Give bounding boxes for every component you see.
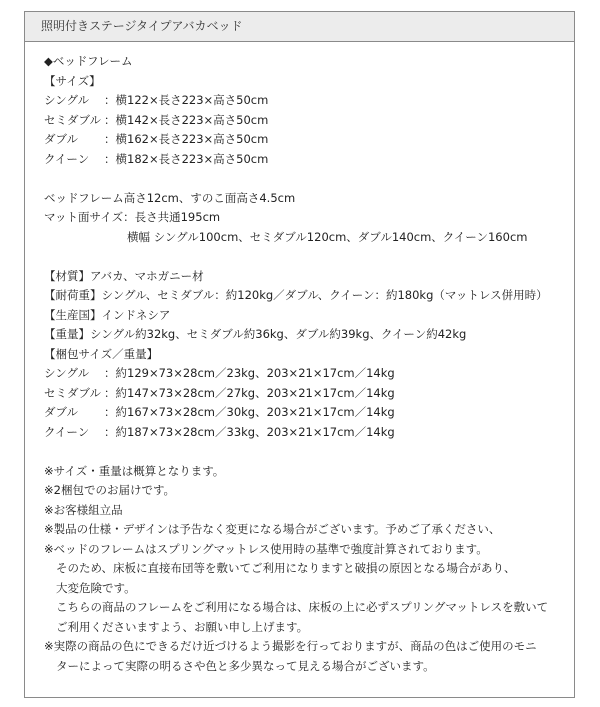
package-value: ：約187×73×28cm／33kg、203×21×17cm／14kg <box>104 424 395 439</box>
note-continuation: 大変危険です。 <box>56 580 136 595</box>
package-label: セミダブル <box>44 385 102 400</box>
size-value: ：横142×長さ223×高さ50cm <box>104 112 269 127</box>
package-value: ：約167×73×28cm／30kg、203×21×17cm／14kg <box>104 405 395 419</box>
package-label: シングル <box>44 366 90 380</box>
size-row <box>44 130 574 150</box>
size-row <box>44 150 574 170</box>
package-value: ：約147×73×28cm／27kg、203×21×17cm／14kg <box>104 385 395 400</box>
package-label: クイーン <box>44 424 90 439</box>
note-continuation: ご利用くださいますよう、お願い申し上げます。 <box>56 619 309 634</box>
size-row <box>44 111 574 131</box>
package-heading: 【梱包サイズ／重量】 <box>44 346 159 361</box>
note: ※お客様組立品 <box>44 502 123 517</box>
note: ※製品の仕様・デザインは予告なく変更になる場合がございます。予めご了承ください、 <box>44 522 501 536</box>
note: ※ベッドのフレームはスプリングマットレス使用時の基準で強度計算されております。 <box>44 541 488 556</box>
package-row <box>44 384 574 404</box>
note: ※2梱包でのお届けです。 <box>44 483 176 497</box>
note: ※実際の商品の色にできるだけ近づけるよう撮影を行っておりますが、商品の色はご使用のモニ <box>44 639 537 653</box>
size-label: クイーン <box>44 151 90 166</box>
panel-title: 照明付きステージタイプアバカベッド <box>41 19 243 33</box>
spec-content <box>25 42 574 676</box>
size-label: セミダブル <box>44 112 102 127</box>
package-value: ：約129×73×28cm／23kg、203×21×17cm／14kg <box>104 366 395 380</box>
spacer <box>44 442 574 462</box>
size-label: ダブル <box>44 132 79 146</box>
size-row <box>44 91 574 111</box>
spacer <box>44 247 574 267</box>
size-value: ：横162×長さ223×高さ50cm <box>104 132 269 146</box>
package-row <box>44 403 574 423</box>
note-continuation: こちらの商品のフレームをご利用になる場合は、床板の上に必ずスプリングマットレスを敷いて <box>56 600 549 614</box>
frame-section-title: ◆ベッドフレーム <box>44 54 133 68</box>
frame-height-text: ベッドフレーム高さ12cm、すのこ面高さ4.5cm <box>44 190 296 205</box>
load-text: 【耐荷重】シングル、セミダブル：約120kg／ダブル、クイーン：約180kg（マットレス併用時） <box>44 288 548 302</box>
size-heading: 【サイズ】 <box>44 73 101 88</box>
note-continuation: ターによって実際の明るさや色と多少異なって見える場合がございます。 <box>56 658 435 673</box>
package-row <box>44 364 574 384</box>
weight-text: 【重量】シングル約32kg、セミダブル約36kg、ダブル約39kg、クイーン約42kg <box>44 327 467 341</box>
size-value: ：横182×長さ223×高さ50cm <box>104 151 269 166</box>
material-text: 【材質】アバカ、マホガニー材 <box>44 268 204 283</box>
size-label: シングル <box>44 93 90 107</box>
spacer <box>44 169 574 189</box>
panel-header <box>25 12 574 42</box>
mat-width-text: 横幅 シングル100cm、セミダブル120cm、ダブル140cm、クイーン160cm <box>127 229 528 244</box>
size-value: ：横122×長さ223×高さ50cm <box>104 93 269 107</box>
mat-size-text: マット面サイズ：長さ共通195cm <box>44 210 221 224</box>
note-continuation: そのため、床板に直接布団等を敷いてご利用になりますと破損の原因となる場合があり、 <box>56 561 516 575</box>
package-label: ダブル <box>44 405 79 419</box>
spec-panel <box>24 11 575 698</box>
origin-text: 【生産国】インドネシア <box>44 307 171 322</box>
package-row <box>44 423 574 443</box>
note: ※サイズ・重量は概算となります。 <box>44 463 225 478</box>
